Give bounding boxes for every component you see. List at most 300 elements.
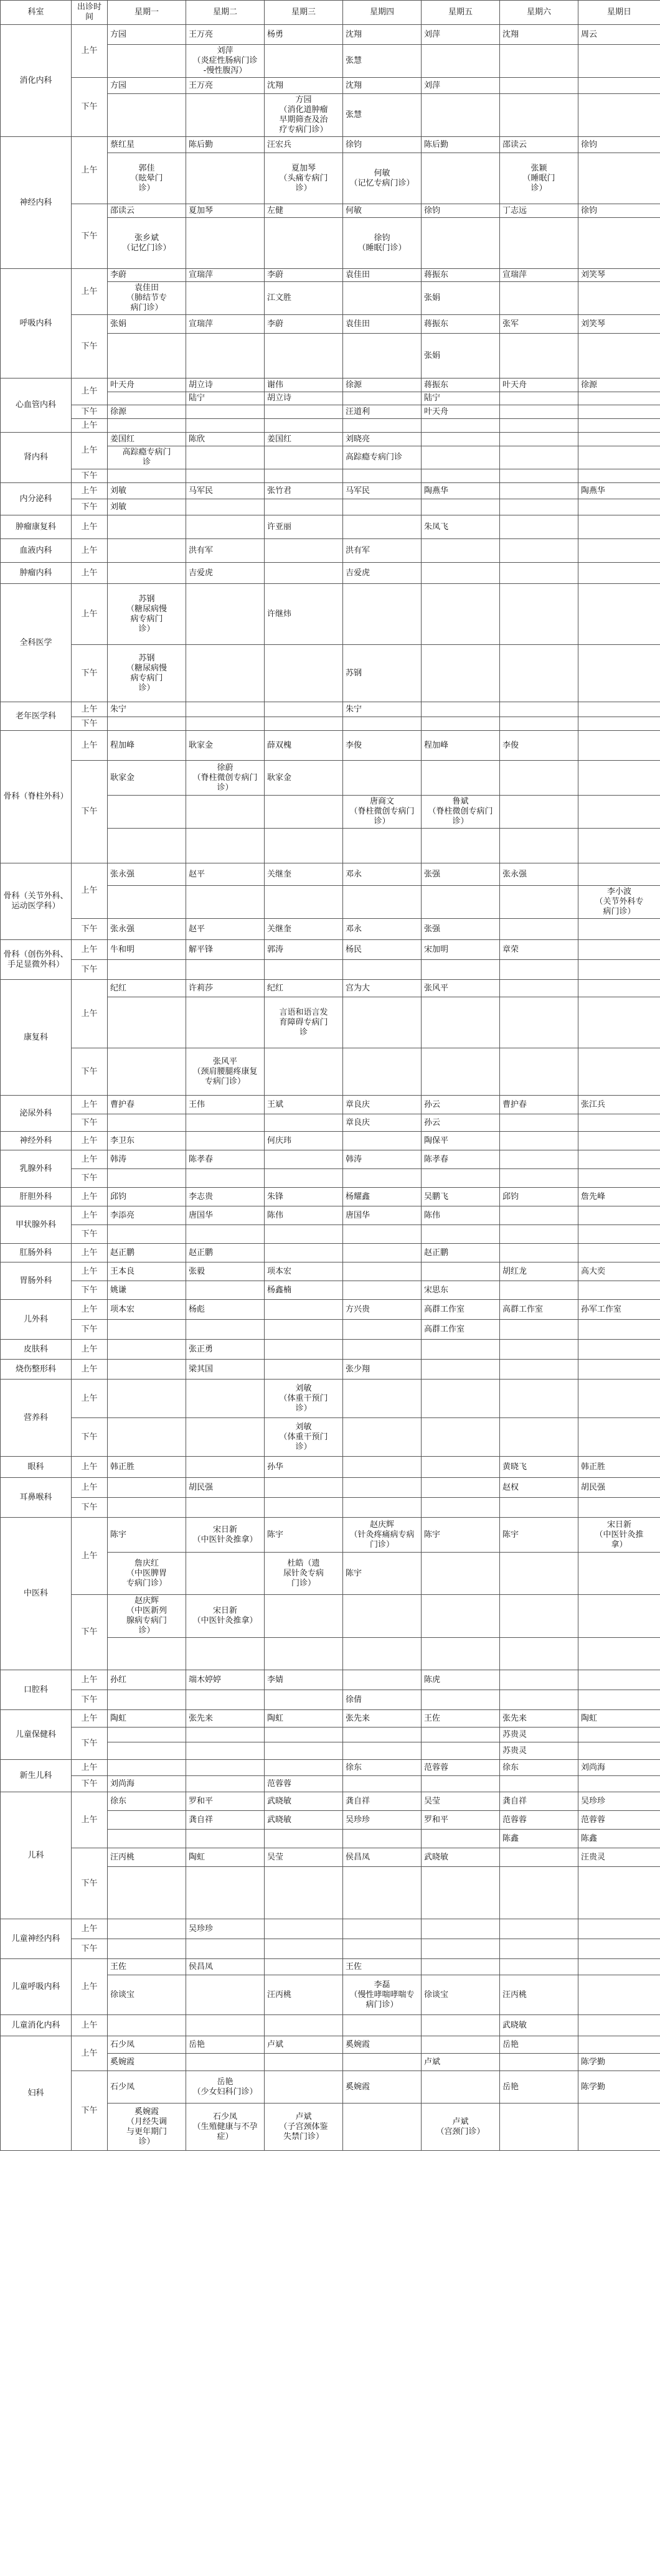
doctor-name: 王万亮	[189, 80, 214, 90]
schedule-row	[1, 1262, 660, 1281]
doctor-name: 岳艳	[189, 2039, 205, 2049]
doctor-cell	[108, 1457, 186, 1478]
doctor-cell	[186, 645, 265, 702]
doctor-name: 张娟	[424, 350, 441, 360]
doctor-name: 叶天舟	[502, 380, 527, 390]
session-period: 上午	[72, 1244, 108, 1262]
doctor-name: 陶虹	[267, 1713, 284, 1723]
doctor-cell	[578, 25, 660, 45]
doctor-cell	[265, 1380, 343, 1418]
doctor-cell	[186, 584, 265, 645]
doctor-cell	[343, 919, 422, 940]
doctor-name: 刘敏 （体重干预门 诊）	[279, 1422, 328, 1452]
doctor-cell	[500, 1670, 578, 1690]
doctor-name: 陈学勤	[581, 2082, 606, 2092]
doctor-name: 张江兵	[581, 1099, 606, 1109]
doctor-cell	[343, 499, 422, 515]
doctor-name: 宣瑞萍	[189, 270, 214, 280]
doctor-cell	[265, 1670, 343, 1690]
doctor-cell	[186, 980, 265, 997]
doctor-cell	[422, 761, 500, 796]
doctor-cell	[108, 1498, 186, 1518]
doctor-name: 张慧	[346, 110, 362, 120]
doctor-cell	[265, 717, 343, 731]
doctor-cell	[265, 731, 343, 761]
doctor-cell	[186, 25, 265, 45]
doctor-name: 程加峰	[110, 740, 135, 750]
doctor-cell	[108, 886, 186, 919]
doctor-cell	[422, 45, 500, 78]
schedule-row	[1, 1380, 660, 1418]
department-name: 新生儿科	[1, 1760, 72, 1792]
doctor-cell	[343, 433, 422, 446]
doctor-cell	[108, 1710, 186, 1728]
doctor-cell	[422, 1760, 500, 1776]
doctor-cell	[343, 1760, 422, 1776]
schedule-row	[1, 419, 660, 433]
doctor-cell	[422, 1320, 500, 1340]
doctor-cell	[422, 960, 500, 980]
doctor-cell	[422, 315, 500, 334]
doctor-cell	[422, 433, 500, 446]
doctor-name: 石少凤	[110, 2082, 135, 2092]
doctor-cell	[108, 940, 186, 960]
doctor-cell	[186, 1096, 265, 1114]
doctor-name: 黄晓飞	[502, 1462, 527, 1472]
session-period: 下午	[72, 1169, 108, 1188]
schedule-row	[1, 1320, 660, 1340]
doctor-name: 王万亮	[189, 29, 214, 39]
doctor-cell	[343, 1939, 422, 1959]
doctor-cell	[108, 433, 186, 446]
doctor-cell	[422, 1478, 500, 1498]
doctor-cell	[422, 1595, 500, 1638]
doctor-cell	[108, 45, 186, 78]
doctor-cell	[343, 940, 422, 960]
doctor-cell	[343, 1690, 422, 1710]
doctor-cell	[108, 1670, 186, 1690]
doctor-name: 张正勇	[189, 1344, 214, 1354]
doctor-cell	[108, 863, 186, 886]
doctor-cell	[578, 1776, 660, 1792]
schedule-row	[1, 702, 660, 717]
doctor-name: 宣瑞萍	[189, 319, 214, 329]
doctor-name: 奚婉霞	[346, 2082, 370, 2092]
doctor-name: 曹护春	[502, 1099, 527, 1109]
schedule-row	[1, 483, 660, 499]
doctor-name: 孙军工作室	[581, 1304, 622, 1314]
doctor-cell	[108, 1300, 186, 1320]
doctor-cell	[186, 539, 265, 563]
doctor-cell	[578, 1792, 660, 1811]
doctor-cell	[265, 269, 343, 282]
doctor-cell	[265, 378, 343, 392]
doctor-cell	[186, 1206, 265, 1225]
doctor-cell	[265, 1848, 343, 1867]
doctor-cell	[422, 1114, 500, 1132]
doctor-name: 武晓敏	[267, 1796, 292, 1806]
doctor-cell	[422, 1867, 500, 1919]
doctor-cell	[343, 1114, 422, 1132]
schedule-body	[1, 25, 660, 2151]
schedule-row	[1, 919, 660, 940]
doctor-cell	[343, 45, 422, 78]
doctor-name: 方兴贵	[346, 1304, 370, 1314]
doctor-cell	[578, 1340, 660, 1360]
doctor-cell	[343, 1811, 422, 1830]
department-name: 消化内科	[1, 25, 72, 137]
doctor-cell	[500, 1225, 578, 1244]
doctor-name: 张娟	[424, 293, 441, 303]
doctor-cell	[578, 1728, 660, 1742]
doctor-name: 蒋振东	[424, 380, 449, 390]
doctor-name: 张竹君	[267, 486, 292, 496]
doctor-name: 徐谈宝	[424, 1990, 449, 2000]
doctor-cell	[186, 1169, 265, 1188]
schedule-row	[1, 584, 660, 645]
doctor-cell	[108, 1380, 186, 1418]
doctor-cell	[500, 78, 578, 94]
doctor-cell	[422, 1380, 500, 1418]
doctor-cell	[186, 717, 265, 731]
doctor-cell	[500, 469, 578, 483]
doctor-name: 王斌	[267, 1099, 284, 1109]
doctor-name: 徐倩	[346, 1695, 362, 1704]
doctor-cell	[186, 419, 265, 433]
doctor-cell	[108, 419, 186, 433]
doctor-name: 徐钧 （睡眠门诊）	[357, 233, 407, 253]
doctor-cell	[186, 282, 265, 315]
doctor-cell	[422, 1281, 500, 1300]
doctor-cell	[265, 405, 343, 419]
department-name: 儿科	[1, 1792, 72, 1919]
doctor-cell	[578, 137, 660, 153]
doctor-cell	[186, 392, 265, 405]
doctor-cell	[500, 1742, 578, 1760]
doctor-cell	[422, 584, 500, 645]
doctor-cell	[422, 997, 500, 1048]
doctor-cell	[186, 137, 265, 153]
doctor-cell	[578, 433, 660, 446]
doctor-cell	[186, 1638, 265, 1670]
doctor-cell	[186, 1320, 265, 1340]
doctor-cell	[186, 218, 265, 269]
doctor-name: 武晓敏	[267, 1815, 292, 1825]
department-name: 眼科	[1, 1457, 72, 1478]
doctor-cell	[186, 919, 265, 940]
doctor-cell	[265, 2071, 343, 2104]
doctor-cell	[500, 282, 578, 315]
doctor-name: 胡民强	[581, 1482, 606, 1492]
doctor-name: 徐源	[346, 380, 362, 390]
doctor-cell	[578, 218, 660, 269]
schedule-row	[1, 1959, 660, 1975]
doctor-name: 丁志远	[502, 205, 527, 215]
doctor-name: 罗和平	[189, 1796, 214, 1806]
doctor-cell	[343, 2054, 422, 2071]
doctor-cell	[422, 378, 500, 392]
doctor-cell	[343, 1848, 422, 1867]
schedule-row	[1, 315, 660, 334]
doctor-cell	[500, 1728, 578, 1742]
schedule-row	[1, 25, 660, 45]
doctor-cell	[343, 1188, 422, 1206]
session-period: 下午	[72, 1320, 108, 1340]
doctor-cell	[578, 1518, 660, 1553]
doctor-cell	[578, 153, 660, 204]
doctor-cell	[265, 45, 343, 78]
doctor-cell	[186, 1776, 265, 1792]
doctor-name: 纪红	[110, 983, 127, 993]
schedule-row	[1, 1792, 660, 1811]
doctor-cell	[186, 78, 265, 94]
doctor-name: 苏钢 （糖尿病慢 病专病门 诊）	[126, 594, 167, 634]
doctor-cell	[422, 269, 500, 282]
doctor-name: 陶虹	[189, 1852, 205, 1862]
session-period: 上午	[72, 1518, 108, 1595]
session-period: 上午	[72, 1380, 108, 1418]
doctor-cell	[186, 1670, 265, 1690]
doctor-cell	[265, 1262, 343, 1281]
doctor-cell	[578, 2036, 660, 2054]
doctor-name: 洪有军	[346, 545, 370, 555]
doctor-name: 杜皓（遗 尿针灸专病 门诊）	[283, 1558, 324, 1588]
doctor-cell	[343, 2015, 422, 2036]
doctor-name: 张风平 （颈肩腰腿疼康复 专病门诊）	[192, 1056, 258, 1086]
doctor-cell	[578, 315, 660, 334]
doctor-cell	[422, 2036, 500, 2054]
session-period: 上午	[72, 940, 108, 960]
schedule-row	[1, 1132, 660, 1150]
doctor-cell	[265, 645, 343, 702]
doctor-cell	[265, 980, 343, 997]
doctor-name: 刘尚海	[110, 1779, 135, 1789]
doctor-name: 蒋振东	[424, 319, 449, 329]
doctor-name: 夏加琴	[189, 205, 214, 215]
doctor-cell	[108, 563, 186, 584]
doctor-name: 何庆玮	[267, 1135, 292, 1145]
doctor-cell	[578, 1478, 660, 1498]
doctor-cell	[578, 940, 660, 960]
doctor-name: 宋日新 （中医针灸推拿）	[192, 1525, 258, 1544]
session-period: 下午	[72, 645, 108, 702]
doctor-name: 刘敏	[110, 502, 127, 512]
doctor-cell	[578, 1244, 660, 1262]
doctor-cell	[500, 1244, 578, 1262]
doctor-cell	[422, 2054, 500, 2071]
doctor-cell	[343, 702, 422, 717]
doctor-name: 陈宇	[267, 1530, 284, 1539]
doctor-cell	[343, 645, 422, 702]
doctor-name: 项本宏	[110, 1304, 135, 1314]
doctor-cell	[578, 1848, 660, 1867]
doctor-cell	[186, 483, 265, 499]
doctor-cell	[186, 761, 265, 796]
doctor-cell	[265, 563, 343, 584]
session-period: 上午	[72, 1150, 108, 1169]
doctor-cell	[343, 1792, 422, 1811]
doctor-cell	[108, 204, 186, 218]
session-period: 下午	[72, 1728, 108, 1760]
doctor-cell	[108, 78, 186, 94]
doctor-cell	[422, 1206, 500, 1225]
doctor-name: 陈欣	[189, 434, 205, 444]
doctor-name: 龚自祥	[346, 1796, 370, 1806]
doctor-name: 张毅	[189, 1266, 205, 1276]
doctor-name: 杨鑫楠	[267, 1285, 292, 1295]
doctor-name: 陶燕华	[424, 486, 449, 496]
doctor-cell	[578, 717, 660, 731]
doctor-name: 陈宇	[110, 1530, 127, 1539]
doctor-cell	[108, 2104, 186, 2151]
doctor-cell	[265, 1498, 343, 1518]
department-name: 儿外科	[1, 1300, 72, 1340]
schedule-row	[1, 1518, 660, 1553]
doctor-cell	[500, 1262, 578, 1281]
doctor-cell	[500, 1169, 578, 1188]
schedule-row	[1, 1150, 660, 1169]
doctor-name: 宫为大	[346, 983, 370, 993]
doctor-cell	[108, 1919, 186, 1939]
schedule-row	[1, 1939, 660, 1959]
doctor-cell	[422, 702, 500, 717]
doctor-cell	[343, 1169, 422, 1188]
doctor-name: 孙红	[110, 1675, 127, 1685]
doctor-cell	[186, 405, 265, 419]
doctor-cell	[578, 584, 660, 645]
schedule-row	[1, 1300, 660, 1320]
session-period: 上午	[72, 539, 108, 563]
doctor-cell	[578, 1150, 660, 1169]
department-name: 乳腺外科	[1, 1150, 72, 1188]
doctor-cell	[500, 1418, 578, 1457]
schedule-row	[1, 960, 660, 980]
doctor-cell	[108, 1114, 186, 1132]
doctor-cell	[578, 1710, 660, 1728]
session-period: 下午	[72, 717, 108, 731]
doctor-cell	[186, 1150, 265, 1169]
doctor-name: 李俊	[502, 740, 519, 750]
doctor-cell	[186, 1244, 265, 1262]
doctor-cell	[343, 1262, 422, 1281]
doctor-name: 岳艳 （少女妇科门诊）	[192, 2077, 258, 2097]
doctor-cell	[108, 1132, 186, 1150]
doctor-cell	[186, 1811, 265, 1830]
doctor-cell	[343, 405, 422, 419]
doctor-cell	[265, 25, 343, 45]
doctor-cell	[265, 1728, 343, 1742]
doctor-cell	[108, 1518, 186, 1553]
doctor-cell	[422, 1830, 500, 1848]
session-period: 下午	[72, 1848, 108, 1919]
doctor-name: 关继奎	[267, 924, 292, 934]
doctor-cell	[108, 499, 186, 515]
doctor-cell	[422, 563, 500, 584]
department-name: 呼吸内科	[1, 269, 72, 378]
doctor-cell	[422, 1169, 500, 1188]
session-period: 上午	[72, 1959, 108, 2015]
doctor-cell	[578, 1048, 660, 1096]
doctor-cell	[578, 2071, 660, 2104]
doctor-cell	[578, 1498, 660, 1518]
schedule-row	[1, 1096, 660, 1114]
doctor-cell	[265, 1518, 343, 1553]
doctor-cell	[265, 1959, 343, 1975]
doctor-cell	[422, 717, 500, 731]
doctor-cell	[578, 539, 660, 563]
doctor-name: 唐商文 （脊柱微创专病门诊）	[349, 797, 415, 826]
doctor-cell	[108, 1244, 186, 1262]
doctor-cell	[108, 483, 186, 499]
doctor-cell	[265, 469, 343, 483]
doctor-name: 许继炜	[267, 609, 292, 619]
doctor-cell	[265, 1225, 343, 1244]
doctor-name: 陈鑫	[581, 1833, 598, 1843]
doctor-cell	[108, 334, 186, 378]
doctor-cell	[343, 829, 422, 863]
doctor-name: 高大奕	[581, 1266, 606, 1276]
doctor-cell	[578, 1670, 660, 1690]
doctor-cell	[422, 469, 500, 483]
doctor-cell	[108, 1096, 186, 1114]
doctor-cell	[265, 499, 343, 515]
doctor-name: 鲁斌 （脊柱微创专病门诊）	[428, 797, 493, 826]
doctor-name: 吴莹	[424, 1796, 441, 1806]
doctor-name: 张永强	[110, 924, 135, 934]
doctor-name: 岳艳	[502, 2082, 519, 2092]
doctor-name: 章良庆	[346, 1099, 370, 1109]
doctor-cell	[343, 218, 422, 269]
doctor-cell	[422, 2015, 500, 2036]
doctor-cell	[108, 137, 186, 153]
doctor-name: 徐谈宝	[110, 1990, 135, 2000]
doctor-cell	[343, 980, 422, 997]
doctor-name: 奚婉霞	[346, 2039, 370, 2049]
doctor-cell	[578, 1959, 660, 1975]
doctor-cell	[343, 717, 422, 731]
doctor-cell	[343, 796, 422, 829]
doctor-name: 苏钢	[346, 668, 362, 678]
session-period: 上午	[72, 1760, 108, 1776]
schedule-row	[1, 405, 660, 419]
doctor-cell	[500, 1690, 578, 1710]
doctor-cell	[500, 94, 578, 137]
doctor-cell	[108, 282, 186, 315]
doctor-cell	[422, 282, 500, 315]
doctor-cell	[186, 1380, 265, 1418]
doctor-name: 牛和明	[110, 944, 135, 954]
doctor-name: 赵正鹏	[189, 1248, 214, 1257]
doctor-name: 孙云	[424, 1117, 441, 1127]
doctor-name: 詹庆红 （中医脾胃 专病门诊）	[126, 1558, 167, 1588]
doctor-cell	[500, 1188, 578, 1206]
schedule-row	[1, 1760, 660, 1776]
doctor-cell	[265, 515, 343, 539]
department-name: 烧伤整形科	[1, 1360, 72, 1380]
doctor-cell	[108, 1225, 186, 1244]
doctor-name: 王佐	[110, 1962, 127, 1972]
doctor-name: 刘笑琴	[581, 319, 606, 329]
doctor-name: 张慧	[346, 56, 362, 65]
doctor-cell	[108, 1638, 186, 1670]
schedule-row	[1, 731, 660, 761]
doctor-cell	[186, 1360, 265, 1380]
doctor-cell	[186, 2104, 265, 2151]
doctor-cell	[265, 1457, 343, 1478]
session-period: 上午	[72, 515, 108, 539]
doctor-cell	[422, 25, 500, 45]
session-period: 下午	[72, 1048, 108, 1096]
